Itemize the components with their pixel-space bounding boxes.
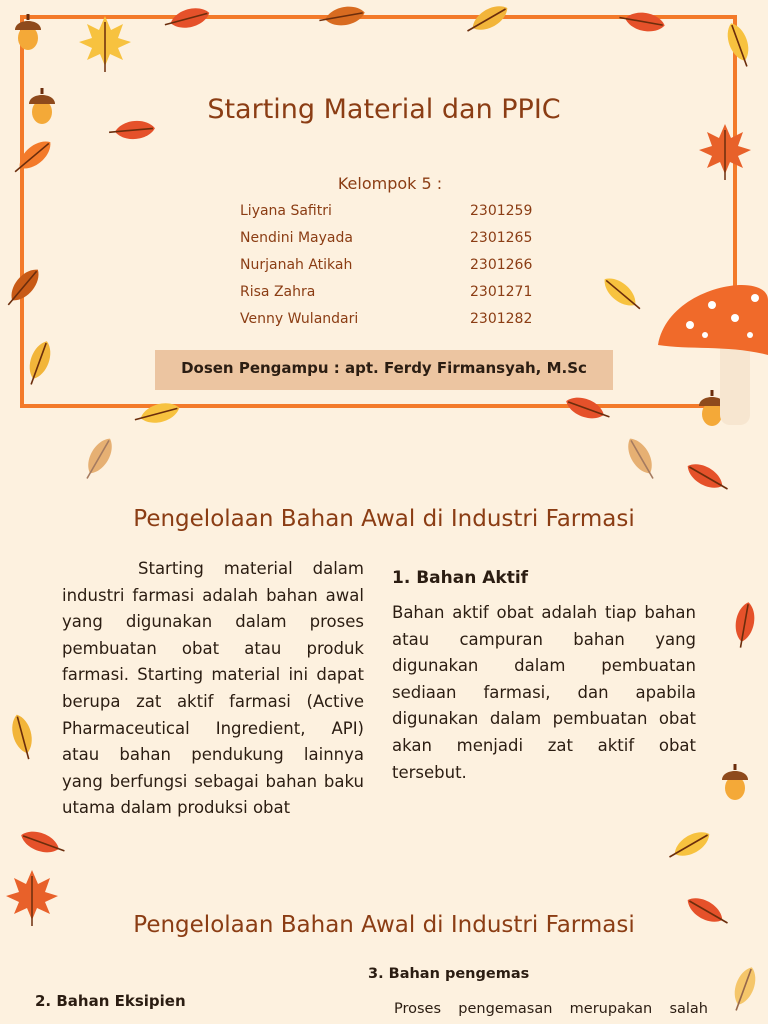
member-name: Risa Zahra [240,284,316,300]
section-heading: 2. Bahan Eksipien [35,992,186,1010]
member-id: 2301265 [470,230,533,246]
acorn-icon [15,14,41,50]
member-id: 2301266 [470,257,533,273]
group-label: Kelompok 5 : [337,174,443,193]
slide-title: Starting Material dan PPIC [207,94,561,125]
content-slide [0,866,768,1024]
section-paragraph: Bahan aktif obat adalah tiap bahan atau campuran bahan yang digunakan dalam pembuatan sediaan farmasi, dan apabila digunakan dalam pembuatan obat akan menjadi zat aktif obat tersebut. [392,603,696,782]
section-paragraph: Proses pengemasan merupakan salah [394,1001,708,1017]
intro-paragraph: Starting material dalam industri farmasi adalah bahan awal yang digunakan dalam proses pembuatan obat atau produk farmasi. Starting material ini dapat berupa zat aktif farmasi (Active Pharmaceutical Ingredient, API) atau bahan pendukung lainnya yang berfungsi sebagai bahan baku utama dalam produksi obat [62,559,364,818]
section-heading: 1. Bahan Aktif [392,568,529,588]
section-title: Pengelolaan Bahan Awal di Industri Farmasi [133,912,635,938]
member-id: 2301271 [470,284,533,300]
member-name: Nurjanah Atikah [240,257,353,273]
acorn-icon [722,764,748,800]
member-id: 2301282 [470,311,533,327]
section-title: Pengelolaan Bahan Awal di Industri Farmasi [133,506,635,532]
member-name: Venny Wulandari [240,311,359,327]
maple-leaf-icon [699,124,751,180]
lecturer-box: Dosen Pengampu : apt. Ferdy Firmansyah, M.Sc [155,350,613,390]
member-name: Nendini Mayada [240,230,353,246]
member-id: 2301259 [470,203,533,219]
maple-leaf-icon [79,16,131,72]
content-slide [0,434,768,866]
section-heading: 3. Bahan pengemas [368,966,530,982]
title-slide [0,0,768,434]
member-name: Liyana Safitri [240,203,332,219]
